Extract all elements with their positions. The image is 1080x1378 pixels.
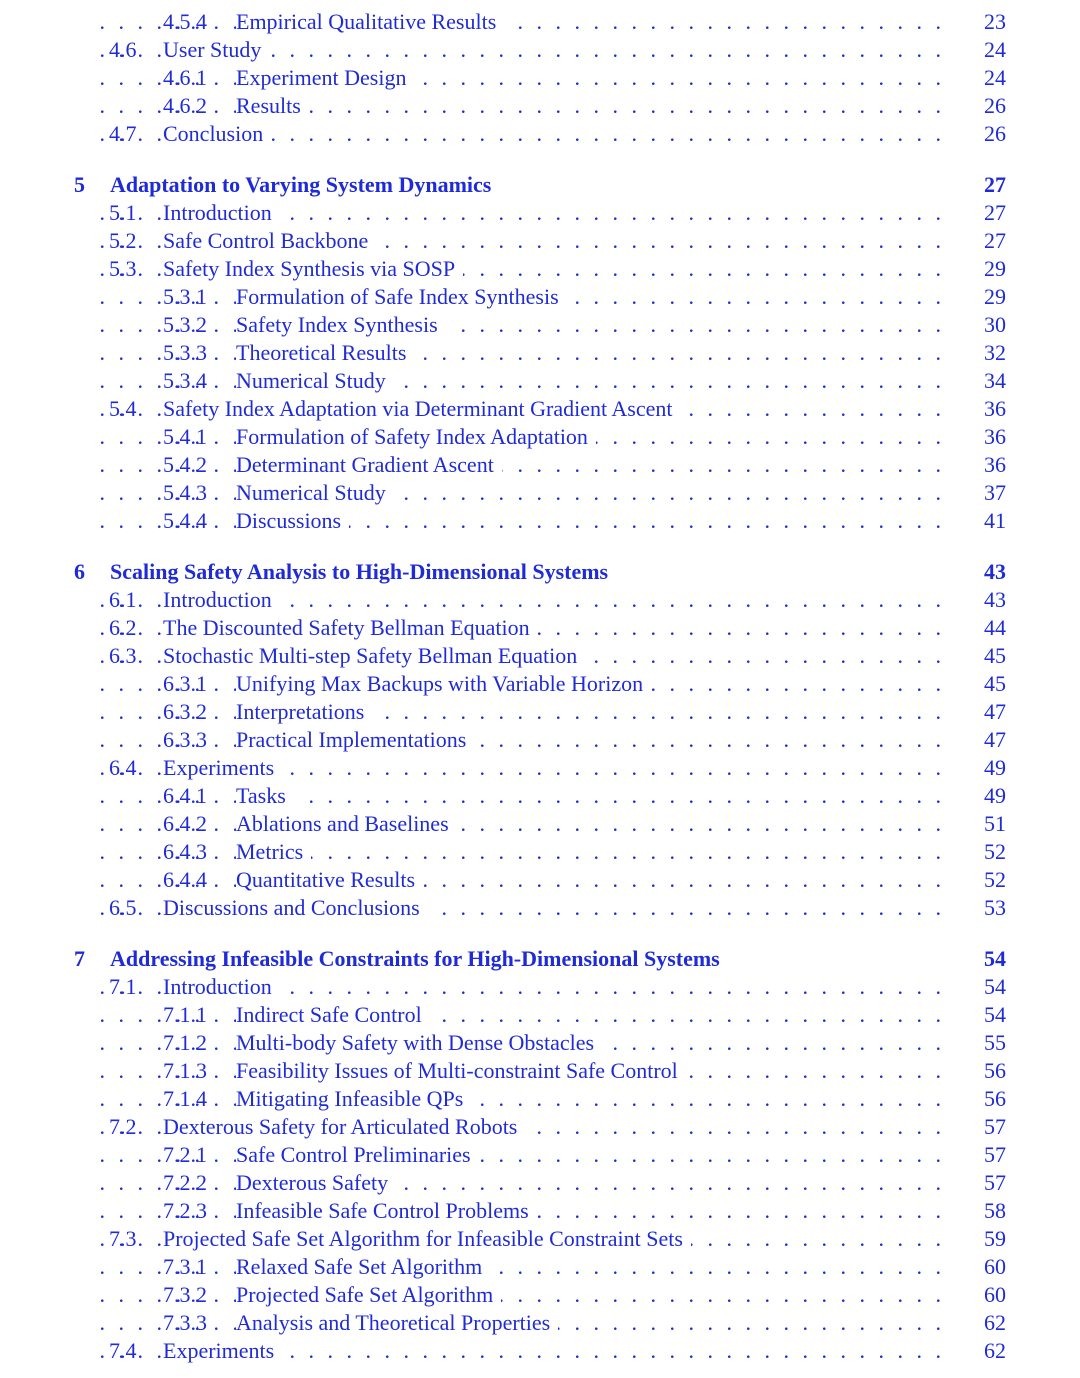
toc-entry-5-4-2[interactable] <box>0 451 1080 479</box>
entry-page: 62 <box>956 1337 1006 1365</box>
entry-number: 7.1.1 <box>163 1002 207 1027</box>
entry-title: Infeasible Safe Control Problems <box>236 1197 537 1225</box>
entry-page: 45 <box>956 670 1006 698</box>
entry-number: 7.2.2 <box>163 1170 207 1195</box>
entry-page: 29 <box>956 283 1006 311</box>
entry-page: 29 <box>956 255 1006 283</box>
entry-page: 37 <box>956 479 1006 507</box>
entry-page: 62 <box>956 1309 1006 1337</box>
entry-title: Mitigating Infeasible QPs <box>236 1085 471 1113</box>
entry-number: 5.3.2 <box>163 312 207 337</box>
entry-page: 53 <box>956 894 1006 922</box>
toc-entry-4-7[interactable] <box>0 120 1080 148</box>
entry-number: 6.4 <box>109 755 137 780</box>
entry-title: Experiment Design <box>236 64 414 92</box>
entry-title: Metrics <box>236 838 311 866</box>
leader-dots <box>100 698 960 726</box>
toc-entry-5-2[interactable] <box>0 227 1080 255</box>
entry-title: Numerical Study <box>236 479 394 507</box>
chapter-title: Addressing Infeasible Constraints for High-Dimensional Systems <box>110 945 728 973</box>
entry-title: Theoretical Results <box>236 339 414 367</box>
entry-title: Introduction <box>163 973 280 1001</box>
entry-page: 47 <box>956 726 1006 754</box>
entry-title: Experiments <box>163 1337 282 1365</box>
entry-title: Introduction <box>163 586 280 614</box>
entry-number: 7.1.2 <box>163 1030 207 1055</box>
leader-dots <box>100 64 960 92</box>
entry-title: Relaxed Safe Set Algorithm <box>236 1253 490 1281</box>
entry-number: 4.6 <box>109 37 137 62</box>
entry-number: 6.5 <box>109 895 137 920</box>
leader-dots <box>100 1141 960 1169</box>
entry-title: Practical Implementations <box>236 726 474 754</box>
toc-entry-7-3-2[interactable] <box>0 1281 1080 1309</box>
toc-entry-7-1-2[interactable] <box>0 1029 1080 1057</box>
entry-number: 5.1 <box>109 200 137 225</box>
entry-page: 43 <box>956 586 1006 614</box>
toc-entry-7-2-2[interactable] <box>0 1169 1080 1197</box>
entry-page: 56 <box>956 1057 1006 1085</box>
entry-number: 7.3.2 <box>163 1282 207 1307</box>
entry-title: Dexterous Safety for Articulated Robots <box>163 1113 525 1141</box>
leader-dots <box>100 866 960 894</box>
toc-entry-7-3-3[interactable] <box>0 1309 1080 1337</box>
entry-page: 36 <box>956 451 1006 479</box>
toc-entry-7-3[interactable] <box>0 1225 1080 1253</box>
toc-entry-4-5-4[interactable] <box>0 8 1080 36</box>
entry-page: 54 <box>956 973 1006 1001</box>
entry-page: 27 <box>956 199 1006 227</box>
entry-page: 55 <box>956 1029 1006 1057</box>
toc-entry-7-1[interactable] <box>0 973 1080 1001</box>
entry-title: Safe Control Preliminaries <box>236 1141 479 1169</box>
chapter-page: 43 <box>956 558 1006 586</box>
entry-page: 24 <box>956 64 1006 92</box>
toc-entry-7-2[interactable] <box>0 1113 1080 1141</box>
entry-number: 7.2.3 <box>163 1198 207 1223</box>
entry-number: 4.6.2 <box>163 93 207 118</box>
entry-number: 5.4.4 <box>163 508 207 533</box>
entry-number: 7.4 <box>109 1338 137 1363</box>
entry-number: 4.6.1 <box>163 65 207 90</box>
toc-entry-6-3-2[interactable] <box>0 698 1080 726</box>
entry-number: 6.2 <box>109 615 137 640</box>
entry-title: Discussions and Conclusions <box>163 894 428 922</box>
leader-dots <box>100 810 960 838</box>
entry-title: Formulation of Safe Index Synthesis <box>236 283 567 311</box>
entry-page: 57 <box>956 1113 1006 1141</box>
entry-number: 7.3 <box>109 1226 137 1251</box>
toc-entry-4-6-2[interactable] <box>0 92 1080 120</box>
toc-entry-7-1-4[interactable] <box>0 1085 1080 1113</box>
toc-chapter-5[interactable] <box>0 171 1080 199</box>
entry-page: 59 <box>956 1225 1006 1253</box>
toc-entry-6-1[interactable] <box>0 586 1080 614</box>
entry-title: Projected Safe Set Algorithm <box>236 1281 501 1309</box>
entry-number: 5.4.1 <box>163 424 207 449</box>
toc-entry-6-4-1[interactable] <box>0 782 1080 810</box>
entry-page: 26 <box>956 92 1006 120</box>
entry-title: Introduction <box>163 199 280 227</box>
toc-entry-7-1-3[interactable] <box>0 1057 1080 1085</box>
entry-number: 6.3.1 <box>163 671 207 696</box>
entry-title: Safety Index Synthesis via SOSP <box>163 255 463 283</box>
entry-title: Multi-body Safety with Dense Obstacles <box>236 1029 602 1057</box>
entry-page: 57 <box>956 1141 1006 1169</box>
chapter-page: 54 <box>956 945 1006 973</box>
entry-number: 6.4.2 <box>163 811 207 836</box>
entry-number: 6.4.3 <box>163 839 207 864</box>
leader-dots <box>100 479 960 507</box>
entry-page: 56 <box>956 1085 1006 1113</box>
toc-entry-7-3-1[interactable] <box>0 1253 1080 1281</box>
leader-dots <box>100 507 960 535</box>
entry-title: Feasibility Issues of Multi-constraint Safe Control <box>236 1057 686 1085</box>
toc-entry-5-3-3[interactable] <box>0 339 1080 367</box>
entry-number: 5.3.3 <box>163 340 207 365</box>
entry-number: 7.1.3 <box>163 1058 207 1083</box>
entry-page: 49 <box>956 754 1006 782</box>
entry-title: Analysis and Theoretical Properties <box>236 1309 558 1337</box>
entry-number: 7.1 <box>109 974 137 999</box>
leader-dots <box>100 1001 960 1029</box>
entry-number: 4.5.4 <box>163 9 207 34</box>
toc-entry-6-3-1[interactable] <box>0 670 1080 698</box>
entry-page: 52 <box>956 838 1006 866</box>
entry-title: Unifying Max Backups with Variable Horizon <box>236 670 651 698</box>
entry-number: 5.4.2 <box>163 452 207 477</box>
leader-dots <box>100 1169 960 1197</box>
entry-title: Dexterous Safety <box>236 1169 396 1197</box>
entry-number: 5.3 <box>109 256 137 281</box>
chapter-number: 7 <box>74 946 85 971</box>
entry-page: 32 <box>956 339 1006 367</box>
entry-title: User Study <box>163 36 269 64</box>
entry-title: Formulation of Safety Index Adaptation <box>236 423 596 451</box>
entry-page: 57 <box>956 1169 1006 1197</box>
leader-dots <box>100 1085 960 1113</box>
entry-number: 7.3.3 <box>163 1310 207 1335</box>
entry-title: Determinant Gradient Ascent <box>236 451 502 479</box>
toc-entry-7-2-1[interactable] <box>0 1141 1080 1169</box>
leader-dots <box>100 838 960 866</box>
leader-dots <box>100 367 960 395</box>
entry-title: Results <box>236 92 309 120</box>
entry-number: 6.3.3 <box>163 727 207 752</box>
toc-entry-5-4-3[interactable] <box>0 479 1080 507</box>
entry-number: 5.3.1 <box>163 284 207 309</box>
leader-dots <box>100 1253 960 1281</box>
toc-entry-6-4-2[interactable] <box>0 810 1080 838</box>
entry-page: 45 <box>956 642 1006 670</box>
entry-number: 7.1.4 <box>163 1086 207 1111</box>
entry-title: Tasks <box>236 782 294 810</box>
entry-title: Safety Index Adaptation via Determinant Gradient Ascent <box>163 395 681 423</box>
entry-title: Conclusion <box>163 120 271 148</box>
entry-title: The Discounted Safety Bellman Equation <box>163 614 538 642</box>
entry-page: 60 <box>956 1253 1006 1281</box>
entry-page: 52 <box>956 866 1006 894</box>
entry-title: Numerical Study <box>236 367 394 395</box>
entry-page: 36 <box>956 395 1006 423</box>
toc-entry-6-3[interactable] <box>0 642 1080 670</box>
entry-number: 6.1 <box>109 587 137 612</box>
toc-entry-5-4-4[interactable] <box>0 507 1080 535</box>
entry-page: 54 <box>956 1001 1006 1029</box>
entry-page: 36 <box>956 423 1006 451</box>
chapter-number: 6 <box>74 559 85 584</box>
toc-entry-7-4[interactable] <box>0 1337 1080 1365</box>
entry-title: Stochastic Multi-step Safety Bellman Equation <box>163 642 585 670</box>
entry-page: 60 <box>956 1281 1006 1309</box>
toc-entry-6-4-4[interactable] <box>0 866 1080 894</box>
entry-number: 5.4 <box>109 396 137 421</box>
entry-number: 5.4.3 <box>163 480 207 505</box>
toc-entry-7-1-1[interactable] <box>0 1001 1080 1029</box>
entry-number: 5.3.4 <box>163 368 207 393</box>
entry-number: 7.2.1 <box>163 1142 207 1167</box>
leader-dots <box>100 8 960 36</box>
entry-page: 26 <box>956 120 1006 148</box>
entry-number: 6.3 <box>109 643 137 668</box>
entry-page: 30 <box>956 311 1006 339</box>
toc-chapter-7[interactable] <box>0 945 1080 973</box>
entry-page: 27 <box>956 227 1006 255</box>
toc-entry-5-3-4[interactable] <box>0 367 1080 395</box>
toc-entry-4-6-1[interactable] <box>0 64 1080 92</box>
leader-dots <box>100 311 960 339</box>
entry-page: 49 <box>956 782 1006 810</box>
chapter-page: 27 <box>956 171 1006 199</box>
entry-page: 23 <box>956 8 1006 36</box>
entry-page: 24 <box>956 36 1006 64</box>
toc-entry-6-2[interactable] <box>0 614 1080 642</box>
entry-page: 34 <box>956 367 1006 395</box>
entry-number: 7.3.1 <box>163 1254 207 1279</box>
entry-number: 5.2 <box>109 228 137 253</box>
toc-entry-5-3[interactable] <box>0 255 1080 283</box>
entry-title: Quantitative Results <box>236 866 423 894</box>
toc-entry-6-5[interactable] <box>0 894 1080 922</box>
entry-number: 7.2 <box>109 1114 137 1139</box>
leader-dots <box>100 1281 960 1309</box>
leader-dots <box>100 782 960 810</box>
chapter-number: 5 <box>74 172 85 197</box>
entry-title: Safe Control Backbone <box>163 227 376 255</box>
entry-title: Discussions <box>236 507 349 535</box>
entry-title: Empirical Qualitative Results <box>236 8 504 36</box>
toc-entry-5-4[interactable] <box>0 395 1080 423</box>
entry-page: 58 <box>956 1197 1006 1225</box>
entry-title: Experiments <box>163 754 282 782</box>
toc-entry-5-3-2[interactable] <box>0 311 1080 339</box>
chapter-title: Scaling Safety Analysis to High-Dimensional Systems <box>110 558 616 586</box>
toc-entry-5-3-1[interactable] <box>0 283 1080 311</box>
toc-entry-6-4-3[interactable] <box>0 838 1080 866</box>
entry-number: 6.4.4 <box>163 867 207 892</box>
entry-title: Interpretations <box>236 698 372 726</box>
entry-title: Ablations and Baselines <box>236 810 457 838</box>
entry-page: 51 <box>956 810 1006 838</box>
leader-dots <box>100 92 960 120</box>
entry-number: 6.4.1 <box>163 783 207 808</box>
entry-title: Safety Index Synthesis <box>236 311 446 339</box>
leader-dots <box>100 726 960 754</box>
toc-entry-7-2-3[interactable] <box>0 1197 1080 1225</box>
entry-page: 47 <box>956 698 1006 726</box>
toc-entry-4-6[interactable] <box>0 36 1080 64</box>
toc-chapter-6[interactable] <box>0 558 1080 586</box>
leader-dots <box>100 339 960 367</box>
entry-page: 41 <box>956 507 1006 535</box>
chapter-title: Adaptation to Varying System Dynamics <box>110 171 499 199</box>
entry-number: 4.7 <box>109 121 137 146</box>
leader-dots <box>100 451 960 479</box>
toc-entry-5-4-1[interactable] <box>0 423 1080 451</box>
toc-entry-5-1[interactable] <box>0 199 1080 227</box>
entry-title: Projected Safe Set Algorithm for Infeasible Constraint Sets <box>163 1225 691 1253</box>
entry-title: Indirect Safe Control <box>236 1001 430 1029</box>
toc-entry-6-4[interactable] <box>0 754 1080 782</box>
entry-page: 44 <box>956 614 1006 642</box>
toc-entry-6-3-3[interactable] <box>0 726 1080 754</box>
entry-number: 6.3.2 <box>163 699 207 724</box>
